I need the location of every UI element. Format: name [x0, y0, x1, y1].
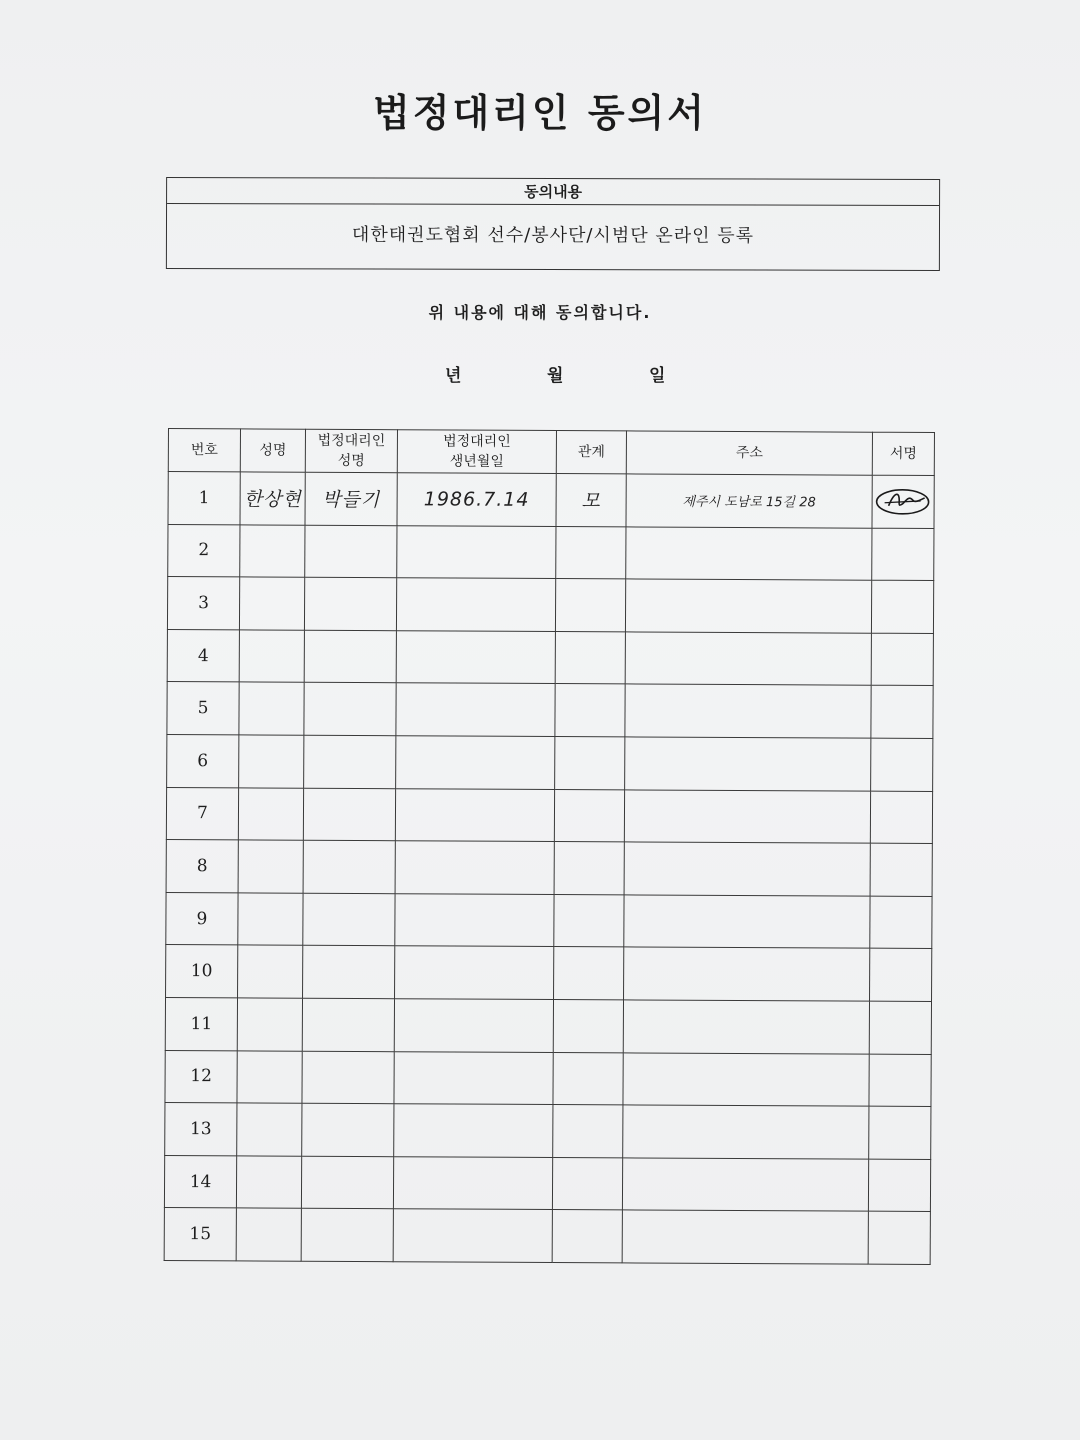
- row-number: 5: [167, 682, 239, 735]
- table-row: [166, 945, 932, 1002]
- consent-content-header: 동의내용: [167, 178, 939, 206]
- table-row: [165, 1103, 931, 1160]
- row-number: 1: [168, 472, 240, 525]
- table-row: [167, 577, 933, 634]
- header-guardian-birth-line2: 생년월일: [449, 453, 504, 470]
- table-row: [166, 892, 932, 949]
- header-signature: 서명: [872, 432, 934, 475]
- guardian-birth-cell: [397, 473, 556, 526]
- header-guardian-name: [305, 429, 397, 472]
- table-row: [164, 1155, 930, 1212]
- header-guardian-name-line2: 성명: [337, 452, 365, 470]
- address-cell: [626, 474, 872, 528]
- guardian-name-cell: [305, 472, 397, 525]
- agreement-statement: 위 내용에 대해 동의합니다.: [428, 303, 652, 322]
- guardian-consent-table: [164, 428, 935, 1265]
- row-number: 4: [167, 629, 239, 682]
- header-guardian-name-line1: 법정대리인: [317, 432, 386, 450]
- address: 제주시 도남로 15길 28: [682, 494, 816, 511]
- document-title: 법정대리인 동의서: [373, 91, 707, 135]
- row-number: 3: [167, 577, 239, 630]
- header-guardian-birth-line1: 법정대리인: [443, 433, 511, 450]
- table-row: [168, 472, 934, 529]
- consent-content-box: [166, 177, 940, 271]
- relation: 모: [581, 490, 601, 513]
- handwritten-signature-icon: [874, 485, 932, 517]
- consent-content-body: 대한태권도협회 선수/봉사단/시범단 온라인 등록: [351, 224, 755, 247]
- header-address: 주소: [626, 431, 872, 475]
- table-row: [165, 1050, 931, 1107]
- table-row: [167, 682, 933, 739]
- table-row: [164, 1208, 930, 1265]
- table-row: [167, 629, 933, 686]
- header-no: 번호: [168, 429, 240, 472]
- row-number: 11: [165, 997, 237, 1050]
- table-row: [166, 787, 932, 844]
- row-number: 9: [166, 892, 238, 945]
- table-row: [165, 997, 931, 1054]
- table-row: [167, 734, 933, 791]
- guardian-birth: 1986.7.14: [423, 488, 530, 511]
- student-name: 한상현: [243, 488, 302, 511]
- relation-cell: [556, 474, 626, 527]
- guardian-name: 박들기: [322, 489, 381, 512]
- signature-cell: [872, 475, 934, 528]
- row-number: 2: [168, 524, 240, 577]
- date-year-label: 년: [445, 366, 462, 386]
- row-number: 6: [167, 734, 239, 787]
- table-row: [166, 840, 932, 897]
- header-guardian-birth: [397, 430, 556, 474]
- row-number: 7: [166, 787, 238, 840]
- date-month-label: 월: [547, 366, 564, 386]
- row-number: 8: [166, 840, 238, 893]
- student-name-cell: [240, 472, 305, 525]
- row-number: 13: [165, 1103, 237, 1156]
- table-row: [168, 524, 934, 581]
- header-name: 성명: [240, 429, 305, 472]
- row-number: 12: [165, 1050, 237, 1103]
- header-relation: 관계: [556, 431, 626, 474]
- row-number: 15: [164, 1208, 236, 1261]
- date-day-label: 일: [649, 366, 666, 386]
- table-header-row: [168, 429, 934, 476]
- row-number: 14: [164, 1155, 236, 1208]
- row-number: 10: [166, 945, 238, 998]
